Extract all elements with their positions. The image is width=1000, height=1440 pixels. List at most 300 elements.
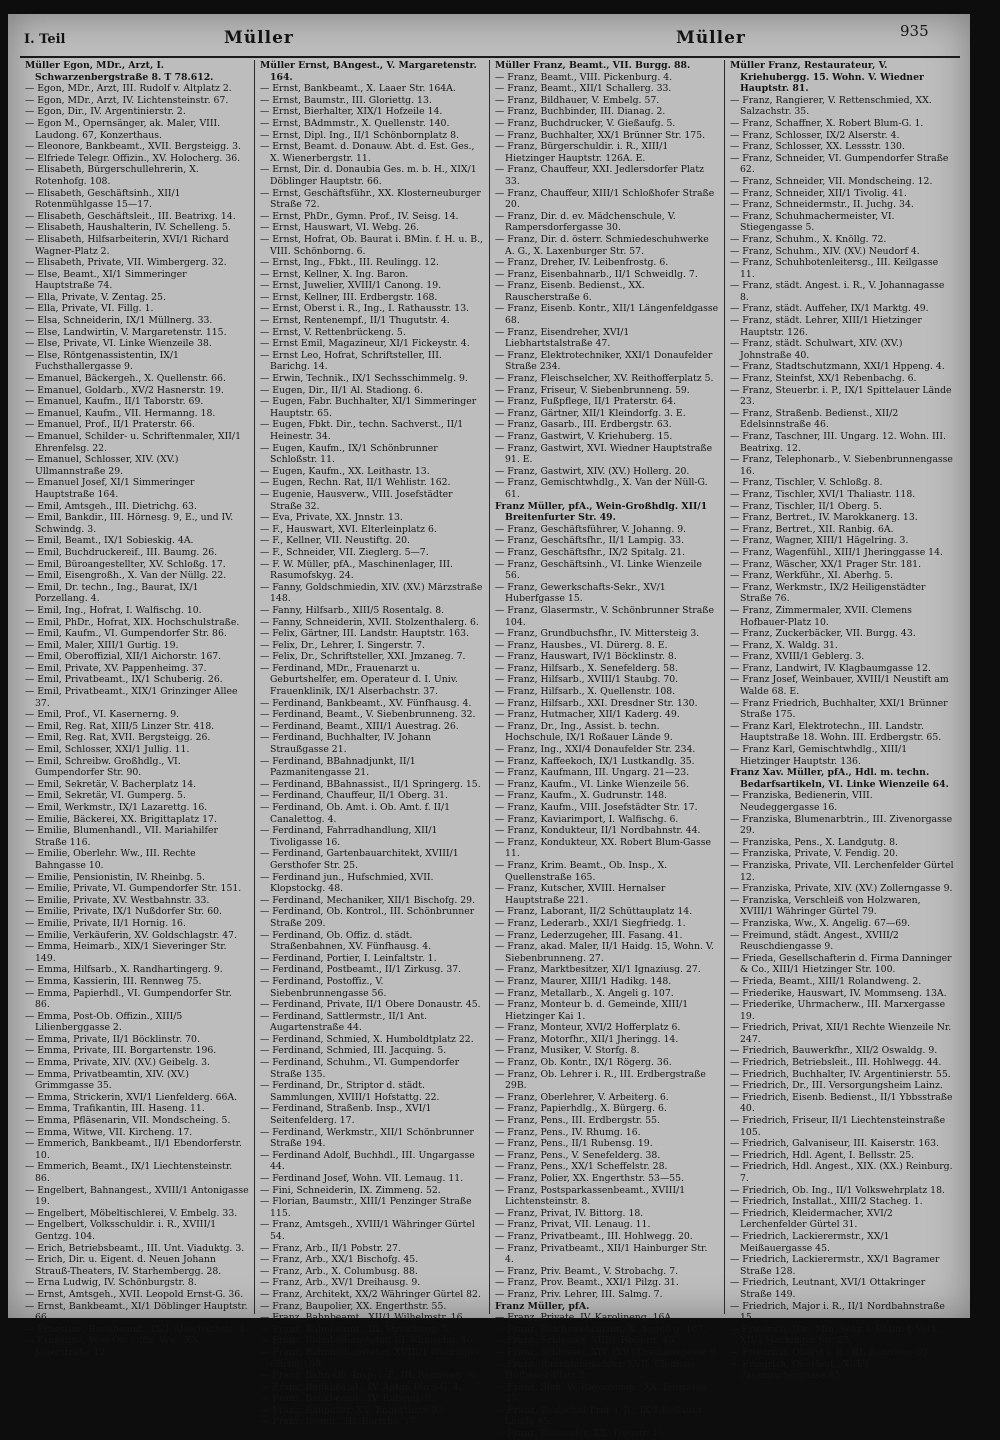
directory-entry: — Fini, Schneiderin, IX. Zimmeng. 52. — [260, 1184, 441, 1196]
directory-entry: — Franz, Papierhdlg., X. Bürgerg. 6. — [495, 1103, 667, 1115]
directory-entry: — Friedrich, Friseur, II/1 Liechtensteinstraße 105. — [730, 1115, 946, 1138]
directory-entry: — Franz, Gastwirt, V. Kriehuberg. 15. — [495, 431, 673, 442]
directory-entry: — Engelbert, Bahnangest., XVIII/1 Antonigasse 19. — [25, 1184, 249, 1208]
directory-entry: — Friedrich, Dr., III. Versorgungsheim Lainz. — [730, 1080, 943, 1092]
directory-entry: — Emma, Post-Ob. Offizin., XIII/5 Lilienberggasse 2. — [25, 1010, 183, 1034]
directory-entry: — Franz, Arb., XX/1 Bischofg. 45. — [260, 1254, 419, 1266]
directory-entry: — Emilie, Pensionistin, IV. Rheinbg. 5. — [25, 871, 205, 883]
directory-entry: — Ernst, Kellner, X. Ing. Baron. — [260, 268, 409, 280]
directory-entry: — Ferdinand, Portier, I. Leinfaltstr. 1. — [260, 952, 437, 964]
directory-entry: — Emanuel Josef, XI/1 Simmeringer Hauptstraße 164. — [25, 477, 195, 500]
directory-entry: — Franz, Pens., II/1 Rubensg. 19. — [495, 1138, 653, 1150]
directory-entry: — Elisabeth, Hilfsarbeiterin, XVI/1 Richard Wagner-Platz 2. — [25, 233, 229, 257]
directory-entry: — Friederike, Uhrmacherw., III. Marxergasse 19. — [730, 999, 946, 1022]
directory-entry: — Franz, Amtsgeh., XVIII/1 Währinger Gürtel 54. — [260, 1219, 475, 1242]
directory-entry: — Fanny, Schneiderin, XVII. Stolzenthalerg. 6. — [260, 616, 479, 628]
directory-entry: — Erwin, Technik., IX/1 Sechsschimmelg. 9. — [260, 373, 468, 385]
directory-entry: — Ernst, Dipl. Ing., II/1 Schönbornplatz 8. — [260, 129, 460, 141]
directory-entry: — F. W. Müller, pfA., Maschinenlager, III. Rasumofskyg. 24. — [260, 558, 454, 582]
directory-entry: — Friedrich, Oberleut., XIII/1 Fasangartengasse 85. — [730, 1358, 870, 1382]
directory-entry: — Franz, Arb., XV/1 Dreihausg. 9. — [260, 1277, 421, 1289]
directory-entry: — F., Hauswart, XVI. Elterleinplatz 6. — [260, 523, 437, 535]
directory-entry: — Emil, PhDr., Hofrat, XIX. Hochschulstraße. — [25, 616, 240, 628]
directory-entry: — Ernst, Baumstr., III. Gloriettg. 13. — [260, 94, 432, 106]
directory-entry: — Franz, Schuhbotenleitersg., III. Keilgasse 11. — [730, 257, 939, 280]
directory-entry: — Franz, Buchhalter, XX/1 Brünner Str. 175. — [495, 129, 706, 141]
directory-entry: — Emma, Kassierin, III. Rennweg 75. — [25, 975, 202, 987]
directory-entry: — Emma, Trafikantin, III. Haseng. 11. — [25, 1103, 205, 1115]
directory-entry: — Ernst, Amtsgeh., XVII. Leopold Ernst-G. 36. — [25, 1288, 244, 1300]
directory-entry: Müller Franz, Restaurateur, V. Kriehubergg. 15. Wohn. V. Wiedner Hauptstr. 81. — [730, 60, 924, 95]
directory-entry: — Elfriede Telegr. Offizin., XV. Holocherg. 36. — [25, 152, 241, 164]
directory-entry: — Franz, akad. Maler, II/1 Haidg. 15, Wohn. V. Siebenbrunneng. 27. — [495, 941, 714, 964]
directory-entry: — Franziska, Private, VII. Lerchenfelder Gürtel 12. — [730, 859, 954, 883]
directory-entry: — Franz, Eisenb. Kontr., XII/1 Längenfeldgasse 68. — [495, 303, 719, 327]
directory-entry: — Friedrich, Hdl. Angest., XIX. (XX.) Reinburg. 7. — [730, 1161, 953, 1184]
directory-entry: — Emil, Eisengroßh., X. Van der Nüllg. 22. — [25, 570, 227, 582]
directory-entry: — Emil, Sekretär, V. Bacherplatz 14. — [25, 778, 197, 790]
directory-entry: — Franz, Elektrotechniker, XXI/1 Donaufelder Straße 234. — [495, 349, 713, 373]
directory-entry: — Ella, Private, V. Zentag. 25. — [25, 291, 166, 303]
directory-entry: — Franz, Bertret., IV. Marokkanerg. 13. — [730, 512, 918, 524]
directory-entry: — Emilie, Blumenhandl., VII. Mariahilfer Straße 116. — [25, 825, 218, 848]
directory-entry: — Eugen, Fabr. Buchhalter, XI/1 Simmeringer Hauptstr. 65. — [260, 396, 477, 419]
directory-entry: — Egon, MDr., Arzt, III. Rudolf v. Altplatz 2. — [25, 83, 232, 95]
directory-entry: — Emma, Private, III. Borgartenstr. 196. — [25, 1045, 217, 1057]
directory-entry: — Franz, Dr., Ing., Assist. b. techn. Hochschule, IX/1 Roßauer Lände 9. — [495, 720, 673, 744]
directory-entry: — Franz, Geschäftsführer, V. Johanng. 9. — [495, 523, 687, 535]
directory-entry: — Emanuel, Schilder- u. Schriftenmaler, XII/1 Ehrenfelsg. 22. — [25, 431, 241, 454]
directory-entry: — Elisabeth, Geschäftsleit., III. Beatrixg. 14. — [25, 210, 236, 222]
directory-entry: — Ernst, PhDr., Gymn. Prof., IV. Seisg. 14. — [260, 210, 459, 222]
directory-entry: — Eugen, Kaufm., XX. Leithastr. 13. — [260, 465, 430, 477]
directory-entry: — Freimund, städt. Angest., XVIII/2 Reuschdiengasse 9. — [730, 929, 899, 953]
directory-entry: — Friedrich, Betriebsleit., III. Hohlwegg. 44. — [730, 1057, 942, 1069]
directory-entry: — Friedrich, Hdl. Agent, I. Bellsstr. 25. — [730, 1149, 915, 1161]
directory-entry: — Franz, Laborant, II/2 Schüttauplatz 14. — [495, 906, 693, 918]
directory-entry: — Friedrich, Oberst i. R., III. Rennweg 89. — [730, 1346, 931, 1358]
directory-entry: — Franz, Glasermstr., V. Schönbrunner Straße 104. — [495, 604, 714, 628]
directory-entry: — Eleonore, Bankbeamt., XVII. Bergsteigg. 3. — [25, 141, 241, 153]
directory-entry: — Emil, Sekretär, VI. Gumperg. 5. — [25, 790, 186, 802]
directory-entry: — Ferdinand Josef, Wohn. VII. Lemaug. 11. — [260, 1173, 464, 1184]
directory-entry: — Franz, Steuerbr. i. P., IX/1 Spittelauer Lände 23. — [730, 384, 952, 408]
directory-entry: — Franz, Rangierer, V. Rettenschmied, XX. Salzachstr. 35. — [730, 94, 932, 118]
directory-entry: — Franz, Bahnbeamt., XII/1 Wilhelmstr. 16. — [260, 1312, 466, 1324]
directory-entry: — Friedrich, Bauwerkfhr., XII/2 Oswaldg. 9. — [730, 1045, 938, 1057]
directory-entry: — Emanuel, Kaufm., II/1 Taborstr. 69. — [25, 396, 204, 408]
directory-entry: — Franz, Beamt., III. Baricha. 17. — [260, 1416, 419, 1428]
directory-column-1 — [20, 60, 255, 1358]
directory-entry: — Franz, Schlosser, IX/2 Alserstr. 4. — [730, 129, 900, 141]
directory-entry: — Ernst, Rentenempf., II/1 Thugutstr. 4. — [260, 315, 450, 327]
directory-entry: — Friedrich, Lackierermstr., XX/1 Bagramer Straße 128. — [730, 1254, 940, 1277]
directory-entry: Franz Xav. Müller, pfA., Hdl. m. techn. Bedarfsartikeln, VI. Linke Wienzeile 64. — [730, 767, 949, 790]
directory-entry: — Franz, Dir. d. ev. Mädchenschule, V. Rampersdorfergasse 30. — [495, 210, 676, 234]
directory-entry: — Ferdinand, Werkmstr., XII/1 Schönbrunner Straße 194. — [260, 1126, 474, 1150]
directory-entry: — Emilie, Bäckerei, XX. Brigittaplatz 17. — [25, 813, 217, 825]
directory-entry: — Else, Röntgenassistentin, IX/1 Fuchsthallergasse 9. — [25, 349, 179, 373]
directory-entry: — Franz, Schneider, VI. Gumpendorfer Straße 62. — [730, 152, 949, 176]
directory-entry: — Ferdinand, Bankbeamt., XV. Fünfhausg. 4. — [260, 697, 472, 709]
directory-entry: — Ernst, Hofrat, Ob. Baurat i. BMin. f. H. u. B., VIII. Schönborng. 6. — [260, 233, 483, 257]
directory-entry: — Franz, Private, IV. Karolineng. 16A. — [495, 1312, 675, 1324]
directory-entry: — Franziska, Blumenarbtrin., III. Zivenorgasse 29. — [730, 813, 953, 837]
directory-entry: — Eugen, Rechn. Rat, II/1 Wehlistr. 162. — [260, 477, 451, 489]
directory-entry: — Franz, Polier, XX. Engerthstr. 53—55. — [495, 1173, 685, 1184]
directory-entry: — Franz, städt. Lehrer, XIII/1 Hietzinger Hauptstr. 126. — [730, 315, 922, 338]
directory-entry: — Emma, Papierhdl., VI. Gumpendorfer Str. 86. — [25, 987, 232, 1011]
directory-entry: — Franz, Zuckerbäcker, VII. Burgg. 43. — [730, 628, 916, 640]
directory-entry: — Franz, Marktbesitzer, XI/1 Ignaziusg. 27. — [495, 964, 701, 976]
directory-entry: — Franz, XVIII/1 Geblerg. 3. — [730, 651, 865, 663]
directory-entry: — Franz, Bertret., XII. Ranbig. 6A. — [730, 523, 894, 535]
directory-entry: — Franz, Baupolier, XX. Engerthstr. 93. — [260, 1404, 447, 1416]
directory-entry: — Franz, Werkführ., XI. Aberhg. 5. — [730, 570, 894, 582]
directory-entry: — Franz, Beamt., VIII. Pickenburg. 4. — [495, 71, 673, 83]
directory-entry: — Franz, Arb., II/1 Pobstr. 27. — [260, 1242, 401, 1254]
directory-entry: — Ernst Leo, Hofrat, Schriftsteller, III. Barichg. 14. — [260, 349, 442, 373]
directory-entry: — Friedrich, Kleidermacher, XVI/2 Lerchenfelder Gürtel 31. — [730, 1207, 893, 1231]
directory-entry: — Friederike, Hauswart, IV. Mommseng. 13A. — [730, 987, 947, 999]
directory-entry: — Franz, Schlosser, XX. Lessstr. 130. — [730, 141, 905, 153]
directory-entry: — Franz, Schuhmachermeister, VI. Stiegengasse 5. — [730, 210, 895, 234]
directory-entry: — Franz, Kondukteur, II/1 Nordbahnstr. 44. — [495, 825, 701, 837]
directory-entry: — Ernst, Oberst i. R., Ing., I. Rathausstr. 13. — [260, 303, 470, 315]
directory-entry: — Franz, Musiker, V. Storfg. 8. — [495, 1045, 640, 1057]
directory-entry: — Ferdinand jun., Hufschmied, XVII. Klopstockg. 48. — [260, 871, 434, 895]
directory-entry: — Franz, Kaufm., VI. Linke Wienzeile 56. — [495, 778, 690, 790]
directory-entry: — Franz, Kaviarimport, I. Walfischg. 6. — [495, 813, 679, 825]
directory-entry: — Ernst, Geschäftsführ., XX. Klosterneuburger Straße 72. — [260, 187, 481, 211]
directory-entry: — Emanuel, Bäckergeh., X. Quellenstr. 66. — [25, 373, 226, 385]
directory-entry: — Franz, Hilfsarb., XVIII/1 Staubg. 70. — [495, 674, 679, 686]
directory-entry: — Florian, Baumstr., XIII/1 Penzinger Straße 115. — [260, 1196, 472, 1219]
directory-entry: — Franz, Straßenb. Bedienst., XII/2 Edelsinnstraße 46. — [730, 407, 899, 431]
directory-entry: — Franz, Reisender, XX. Treustr. 15. — [495, 1428, 667, 1440]
directory-entry: — Ferdinand, MDr., Frauenarzt u. Geburtshelfer, em. Operateur d. I. Univ. Frauenklinik, IX/1 Alserbachstr. 37. — [260, 662, 458, 698]
directory-entry: — Ferdinand, Gartenbauarchitekt, XVIII/1 Gersthofer Str. 25. — [260, 848, 459, 871]
directory-entry: — Ferdinand, Schuhm., VI. Gumpendorfer Straße 135. — [260, 1057, 460, 1080]
directory-entry: — Franz, Lederarb., XXI/1 Siegfriedg. 1. — [495, 917, 686, 929]
directory-entry: — Emanuel, Schlosser, XIV. (XV.) Ullmannstraße 29. — [25, 454, 179, 477]
directory-entry: — Franziska, Bedienerin, VIII. Neudeggergasse 16. — [730, 790, 873, 813]
directory-entry: — Franz, Pens., XX/1 Scheffelstr. 28. — [495, 1161, 668, 1173]
directory-entry: — Friedrich, Buchhalter, IV. Argentinierstr. 55. — [730, 1068, 951, 1080]
directory-entry: — Eugen, Kaufm., IX/1 Schönbrunner Schloßstr. 11. — [260, 442, 438, 466]
directory-entry: — Franz, Dir. d. österr. Schmiedeschuhwerke A. G., X. Laxenburger Str. 57. — [495, 233, 709, 257]
directory-entry: — Franz Karl, Elektrotechn., III. Landstr. Hauptstraße 18. Wohn. III. Erdbergstr. 65. — [730, 720, 942, 744]
directory-entry: — Franz Karl, Gemischtwhdlg., XIII/1 Hietzinger Hauptstr. 136. — [730, 744, 908, 767]
directory-entry: — Emma, Witwe, VII. Kircheng. 17. — [25, 1126, 193, 1138]
directory-entry: — Ernst, Juwelier, XVIII/1 Canong. 19. — [260, 280, 442, 292]
directory-entry: — Ferdinand, Fahrradhandlung, XII/1 Tivoligasse 16. — [260, 825, 438, 848]
directory-entry: — Emma, Heimarb., XIX/1 Sieveringer Str. 149. — [25, 941, 227, 964]
directory-entry: — Emil, Oberoffizial, XII/1 Aichorstr. 167. — [25, 651, 222, 663]
directory-entry: — Emilie, Private, II/1 Hornig. 16. — [25, 917, 186, 929]
directory-entry: — Emma, Private, XIV. (XV.) Geibelg. 3. — [25, 1057, 210, 1069]
directory-entry: — Franz, Monteur, XVI/2 Hofferplatz 6. — [495, 1022, 681, 1034]
directory-entry: — Eugenie, Hausverw., VIII. Josefstädter Straße 32. — [260, 488, 453, 512]
directory-entry: — Franz, Telephonarb., V. Siebenbrunnengasse 16. — [730, 454, 953, 477]
page-number: 935 — [900, 22, 929, 40]
directory-entry: — Franz, Gastwirt, XIV. (XV.) Hollerg. 20. — [495, 465, 690, 477]
directory-entry: — Ferdinand, Dr., Striptor d. städt. Sammlungen, XVIII/1 Hofstattg. 22. — [260, 1080, 440, 1103]
directory-entry: — Emma, Privatbeamtin, XIV. (XV.) Grimmgasse 35. — [25, 1068, 189, 1092]
directory-entry: Franz Müller, pfA. — [495, 1300, 590, 1312]
directory-columns — [20, 60, 960, 1440]
header-rule — [20, 56, 960, 58]
directory-entry: — Franz, Ing., XXI/4 Donaufelder Str. 234. — [495, 744, 696, 756]
directory-entry: — Emmerich, Beamt., IX/1 Liechtensteinstr. 86. — [25, 1161, 233, 1184]
directory-entry: — Franz, Schlosser, XIII/1 Hollerg. 45. — [495, 1335, 677, 1347]
directory-entry: — Franz, Hilfsarb., X. Senefelderg. 58. — [495, 662, 678, 674]
directory-entry: — Ferdinand, Ob. Kontrol., III. Schönbrunner Straße 209. — [260, 906, 475, 929]
directory-entry: — Emil, Werkmstr., IX/1 Lazarettg. 16. — [25, 802, 208, 813]
directory-entry: — Franz, Priv. Beamt., V. Strobachg. 7. — [495, 1265, 679, 1277]
directory-entry: — Ferdinand, Ob. Offiz. d. städt. Straßenbahnen, XV. Fünfhausg. 4. — [260, 929, 432, 953]
directory-entry: Franz Müller, pfA., Wein-Großhdlg. XII/1 Breitenfurter Str. 49. — [495, 500, 708, 524]
directory-entry: — Franz, Wagenfühl., XIII/1 Jheringgasse 14. — [730, 546, 943, 558]
directory-entry: — Ferdinand, Mechaniker, XII/1 Bischofg. 29. — [260, 894, 476, 906]
directory-entry: — Elisabeth, Haushalterin, IV. Schelleng. 5. — [25, 222, 231, 234]
directory-entry: — Franz, Kondukteur, XX. Robert Blum-Gasse 11. — [495, 836, 711, 860]
directory-entry: — Franz, Hauswart, IV/1 Böcklinstr. 8. — [495, 651, 677, 663]
directory-entry: — Emmerich, Bankbeamt., II/1 Ebendorferstr. 10. — [25, 1138, 242, 1161]
directory-entry: — Ernst Emil, Magazineur, XI/1 Fickeystr. 4. — [260, 338, 470, 350]
directory-entry: — Felix, Dr., Schriftsteller, XXI. Jmzaneg. 7. — [260, 651, 466, 663]
directory-entry: — Ferdinand, Beamt., V. Siebenbrunneng. 32. — [260, 709, 476, 721]
directory-entry: — Ferdinand, BBahnadjunkt, II/1 Pazmanitengasse 21. — [260, 755, 416, 779]
directory-entry: — Eva, Private, XX. Jnnstr. 13. — [260, 512, 403, 524]
directory-entry: — Franz, Gärtner, XII/1 Kleindorfg. 3. E. — [495, 407, 686, 419]
directory-entry: — Emil, Private, XV. Pappenheimg. 37. — [25, 662, 207, 674]
directory-entry: — Franz, Bahnbediensteter, XVIII/1 Währinger Gürtel 160. — [260, 1346, 481, 1370]
directory-entry: — Franz, Ob. Lehrer i. R., III. Erdbergstraße 29B. — [495, 1068, 706, 1092]
directory-entry: — Franz, Kaufmann, III. Ungarg. 21—23. — [495, 767, 690, 779]
directory-entry: — Franz, Privat, VII. Lenaug. 11. — [495, 1219, 651, 1231]
directory-entry: — Ferdinand, Schmied, X. Humboldtplatz 22. — [260, 1033, 474, 1045]
directory-entry: — Ferdinand, Postoffiz., V. Siebenbrunnengasse 56. — [260, 975, 387, 999]
directory-entry: — Ernst, Dir. d. Donaubia Ges. m. b. H., XIX/1 Döblinger Hauptstr. 66. — [260, 164, 477, 187]
directory-entry: — Friedrich, Lackierermstr., XX/1 Meißauergasse 45. — [730, 1230, 890, 1254]
directory-entry: — Erich, Dir. u. Eigent. d. Neuen Johann Strauß-Theaters, IV. Starhembergg. 28. — [25, 1254, 222, 1277]
directory-entry: — Ernst, Hauswart, VI. Webg. 26. — [260, 222, 420, 234]
directory-entry: — Franz, Chauffeur, XXI. Jedlersdorfer Platz 33. — [495, 164, 704, 187]
directory-entry: — Ella, Private, VI. Fillg. 1. — [25, 303, 154, 315]
directory-entry: — Friedrich, Installat., XIII/2 Stacheg. 1. — [730, 1196, 923, 1208]
directory-entry: — Frieda, Beamt., XIII/1 Rolandweng. 2. — [730, 975, 922, 987]
directory-entry: — Franz, Geschäftsfhr., II/1 Lampig. 33. — [495, 535, 685, 547]
directory-entry: — Franz, Krim. Beamt., Ob. Insp., X. Quellenstraße 165. — [495, 859, 668, 883]
directory-page — [8, 14, 970, 1440]
directory-entry: — Fanny, Hilfsarb., XIII/5 Rosentalg. 8. — [260, 604, 445, 616]
directory-column-3 — [490, 60, 725, 1440]
directory-entry: — Franz, Bürgerschuldir. i. R., XIII/1 Hietzinger Hauptstr. 126A. E. — [495, 141, 669, 164]
directory-entry: — Friedrich, Ob. Ing., II/1 Volkswehrplatz 18. — [730, 1184, 945, 1196]
directory-entry: — Franz, Bankbeamt., IV. Anton Burg-G. 4. — [260, 1381, 462, 1393]
directory-entry: — Franz, Priv. Lehrer, III. Salmg. 7. — [495, 1288, 663, 1300]
directory-entry: — Franz, Kaffeekoch, IX/1 Lustkandlg. 35. — [495, 755, 695, 767]
directory-entry: — Emma, Private, II/1 Böcklinstr. 70. — [25, 1033, 200, 1045]
directory-entry: — Emil, Maler, XIII/1 Gurtig. 19. — [25, 639, 179, 651]
directory-entry: — Franz, Kaufm., VIII. Josefstädter Str. 17. — [495, 802, 698, 813]
directory-entry: — Franz, Wäscher, XX/1 Prager Str. 181. — [730, 558, 922, 570]
directory-entry: — Franziska, Pens., X. Landgutg. 8. — [730, 836, 898, 848]
directory-entry: — Ferdinand, Buchhalter, IV. Johann Straußgasse 21. — [260, 732, 432, 756]
directory-entry: — Franz, Schneidermstr., II. Juchg. 34. — [730, 199, 914, 211]
directory-entry: — Emanuel, Kaufm., VII. Hermanng. 18. — [25, 407, 216, 419]
directory-entry: — Felix, Dr., Lehrer, I. Singerstr. 7. — [260, 639, 426, 651]
directory-entry: — Franz, Eisenb. Bedienst., XX. Rauscherstraße 6. — [495, 280, 645, 303]
directory-entry: — Emil, Amtsgeh., III. Dietrichg. 63. — [25, 500, 197, 512]
directory-entry: — Emil, Schreibw. Großhdlg., VI. Gumpendorfer Str. 90. — [25, 755, 181, 779]
directory-entry: — Friedrich, Leutnant, XVI/1 Ottakringer Straße 149. — [730, 1277, 926, 1300]
directory-entry: — Fanny, Goldschmiedin, XIV. (XV.) Märzstraße 148. — [260, 581, 483, 605]
directory-entry: — Emil, Dr. techn., Ing., Baurat, IX/1 Porzellang. 4. — [25, 581, 199, 605]
directory-entry: — Franz, Kutscher, XVIII. Hernalser Hauptstraße 221. — [495, 883, 666, 906]
directory-entry: — Engelbert, Volksschuldir. i. R., XVIII/1 Gentzg. 104. — [25, 1219, 217, 1242]
directory-entry: — Franziska, Verschleiß von Holzwaren, XVIII/1 Währinger Gürtel 79. — [730, 894, 921, 918]
directory-entry: — Franz, Geschäftsfhr., IX/2 Spitalg. 21. — [495, 546, 686, 558]
directory-entry: — Ernestine, Post-Ob. Offiz. Ww., XX. Jägerstraße 12. — [25, 1335, 201, 1358]
directory-entry: — Emanuel, Prof., II/1 Praterstr. 66. — [25, 419, 195, 431]
directory-entry: — Franz, Steinfst, XX/1 Rebenbachg. 6. — [730, 373, 917, 385]
directory-entry: — Ernst, BAdmmstr., X. Quellenstr. 140. — [260, 117, 450, 129]
directory-entry: — Egon, MDr., Arzt, IV. Lichtensteinstr. 67. — [25, 94, 229, 106]
directory-entry: — Franz, Gemischtwhdlg., X. Van der Nüll-G. 61. — [495, 477, 708, 500]
directory-entry: — Franz, Schlosser, XIV. (XV.) Dreihausgasse 9. — [495, 1346, 719, 1358]
directory-entry: — Egon M., Opernsänger, ak. Maler, VIII. Laudong. 67, Konzerthaus. — [25, 117, 221, 141]
directory-entry: — Emil, Ing., Hofrat, I. Walfischg. 10. — [25, 604, 202, 616]
directory-entry: — Franz, Sich. W. Rayonsinsp., XX. Bergasse 25. — [495, 1381, 707, 1405]
directory-entry: Müller Egon, MDr., Arzt, I. Schwarzenbergstraße 8. T 78.612. — [25, 60, 214, 83]
directory-entry: — Franz, Buchdrucker, V. Gießaufg. 5. — [495, 117, 676, 129]
directory-entry: — Engelbert, Möbeltischlerei, V. Embelg. 33. — [25, 1207, 238, 1219]
directory-entry: — Franz, Stadtschutzmann, XXI/1 Hppeng. 4. — [730, 361, 945, 373]
directory-entry: — Emilie, Private, IX/1 Nußdorfer Str. 60. — [25, 906, 222, 918]
directory-entry: — Ernst, Beamt. d. Donauw. Abt. d. Est. Ges., X. Wienerbergstr. 11. — [260, 141, 475, 164]
directory-entry: — Franz, Rauchfangkehrer, XVII. Clemens Hofbauer-Platz 5. — [495, 1358, 696, 1382]
directory-entry: — Franziska, Private, V. Fendig. 20. — [730, 848, 899, 860]
directory-entry: — Elsa, Schneiderin, IX/1 Müllnerg. 33. — [25, 315, 213, 327]
directory-entry: — Franz, Pens., IV. Rhumg. 16. — [495, 1126, 641, 1138]
directory-entry: — Franz, Monteur b. d. Gemeinde, XIII/1 Hietzinger Kai 1. — [495, 999, 689, 1022]
directory-entry: — Emma, Pfläsenarin, VII. Mondscheing. 5. — [25, 1115, 231, 1127]
directory-entry: — Franz, Bildhauer, V. Embelg. 57. — [495, 94, 660, 106]
directory-entry: — Franz, Hutmacher, XII/1 Kaderg. 49. — [495, 709, 680, 721]
directory-entry: — Franz, städt. Auffeher, IX/1 Marktg. 49. — [730, 303, 929, 315]
directory-entry: — Franz, Metallarb., X. Angeli g. 107. — [495, 987, 674, 999]
directory-entry: — Emma, Strickerin, XVI/1 Lienfelderg. 66A. — [25, 1091, 238, 1103]
directory-entry: — Franz, Eisenbahnarb., II/1 Schweidlg. 7. — [495, 268, 698, 280]
directory-entry: — Franz, Grundbuchsfhr., IV. Mittersteig 3. — [495, 628, 700, 640]
left-running-heading: Müller — [224, 28, 294, 48]
directory-entry: — Elisabeth, Bürgerschullehrerin, X. Rotenhofg. 108. — [25, 164, 199, 187]
directory-entry: — Franz, Reichswehrmann, X. Angeli g. 107. — [495, 1323, 707, 1335]
directory-entry: — Ferdinand Adolf, Buchhdl., III. Ungargasse 44. — [260, 1149, 475, 1173]
directory-entry: — Ernst, Bierhalter, XIX/1 Hofzeile 14. — [260, 106, 443, 118]
directory-entry: — Franz, Gastwirt, XVI. Wiedner Hauptstraße 91. E. — [495, 442, 713, 466]
directory-entry: — Franz, Baupolier, XX. Engerthstr. 55. — [260, 1300, 447, 1312]
directory-entry: — Franz Friedrich, Buchhalter, XXI/1 Brünner Straße 175. — [730, 697, 948, 721]
directory-entry: — Ferdinand, Sattlermstr., II/1 Ant. Augartenstraße 44. — [260, 1010, 428, 1034]
directory-entry: — Friedrich, Eisenb. Bedienst., II/1 Ybbsstraße 40. — [730, 1091, 953, 1115]
directory-entry: — Ernst, Ing., Fbkt., III. Reulingg. 12. — [260, 257, 439, 269]
directory-entry: — Franz, Kaufm., X. Gudrunstr. 148. — [495, 790, 667, 802]
directory-entry: — Erich, Betriebsbeamt., III. Unt. Viaduktg. 3. — [25, 1242, 245, 1254]
directory-entry: — Franz, Privatbeamt., III. Hohlwegg. 20. — [495, 1230, 693, 1242]
directory-entry: — Franz, Schuhm., X. Knöllg. 72. — [730, 233, 887, 245]
directory-entry: — Ernst, Bankbeamt., X. Laaer Str. 164A. — [260, 83, 456, 95]
directory-entry: — Emilie, Private, XV. Westbahnstr. 33. — [25, 894, 210, 906]
directory-entry: — Franz, Pens., V. Senefelderg. 38. — [495, 1149, 661, 1161]
directory-entry: — Ferdinand, Postbeamt., II/1 Zirkusg. 37. — [260, 964, 462, 976]
directory-entry: — Franz, Bahnbeamt., III. Streicherg. 5. — [260, 1323, 451, 1335]
directory-entry: — Eugen, Dir., II/1 Al. Stadiong. 6. — [260, 384, 423, 396]
directory-column-2 — [255, 60, 490, 1428]
directory-entry: — Franz, Gasarb., III. Erdbergstr. 63. — [495, 419, 672, 431]
directory-entry: — Ernestine, Bankbeamt., IX/1 Alserbachstr. 3. — [25, 1323, 248, 1335]
directory-entry: — Franz, Bahn-Ob. Insp. i. P., III. Rennweg 96. — [260, 1370, 480, 1382]
directory-entry: — Emil, Schlosser, XXI/1 Jullig. 11. — [25, 744, 190, 756]
directory-entry: — Ferdinand, Beamt., XIII/1 Auestrag. 26. — [260, 720, 459, 732]
directory-entry: — Franz, Hilfsarb., XXI. Dresdner Str. 130. — [495, 697, 698, 709]
directory-entry: — Emil, Bankdir., III. Hörnesg. 9, E., und IV. Schwindg. 3. — [25, 512, 234, 535]
directory-entry: — Else, Landwirtin, V. Margaretenstr. 115. — [25, 326, 227, 338]
directory-entry: — Friedrich, Privat, XII/1 Rechte Wienzeile Nr. 247. — [730, 1022, 952, 1045]
directory-entry: — Emil, Buchdruckereif., III. Baumg. 26. — [25, 546, 218, 558]
directory-entry: — Emil, Privatbeamt., XIX/1 Grinzinger Allee 37. — [25, 686, 238, 709]
directory-entry: — Emil, Privatbeamt., IX/1 Schuberig. 26. — [25, 674, 223, 686]
directory-entry: — Franz, Maurer, XIII/1 Hadikg. 148. — [495, 975, 672, 987]
directory-entry: — Franz, Privatbeamt., XII/1 Hainburger Str. 4. — [495, 1242, 708, 1266]
directory-entry: — Ernst, V. Rettenbrückeng. 5. — [260, 326, 406, 338]
directory-entry: — Franz, Taschner, III. Ungarg. 12. Wohn. III. Beatrixg. 12. — [730, 431, 946, 454]
directory-entry: — Franz Josef, Weinbauer, XVIII/1 Neustift am Walde 68. E. — [730, 674, 949, 698]
directory-entry: — Emil, Beamt., IX/1 Sobieskig. 4A. — [25, 535, 194, 547]
directory-entry: — Franziska, Ww., X. Angelig. 67—69. — [730, 917, 911, 929]
directory-entry: — Emilie, Verkäuferin, XV. Goldschlagstr. 47. — [25, 929, 238, 941]
directory-entry: — Franz, Dreher, IV. Leibenfrostg. 6. — [495, 257, 669, 269]
directory-entry: — Franz, Schuhm., XIV. (XV.) Neudorf 4. — [730, 245, 920, 257]
directory-entry: — Else, Beamt., XI/1 Simmeringer Hauptstraße 74. — [25, 268, 187, 292]
directory-entry: — Franz, Gewerkschafts-Sekr., XV/1 Huberfgasse 15. — [495, 581, 666, 605]
directory-entry: — Ernst, Bankbeamt., XI/1 Döblinger Hauptstr. 66. — [25, 1300, 248, 1324]
directory-entry: — Franz, Fleischselcher, XV. Reithofferplatz 5. — [495, 373, 714, 385]
directory-entry: — Franziska, Private, XIV. (XV.) Zollerngasse 9. — [730, 883, 953, 895]
directory-entry: — Egon, Dir., IV. Argentinierstr. 2. — [25, 106, 186, 118]
directory-entry: — Emilie, Oberlehr. Ww., III. Rechte Bahngasse 10. — [25, 848, 196, 871]
directory-entry: — Emanuel, Goldarb., XV/2 Hasnerstr. 19. — [25, 384, 224, 396]
directory-entry: — Emilie, Private, VI. Gumpendorfer Str. 151. — [25, 883, 242, 895]
directory-entry: — Franz, Pens., III. Erdbergstr. 55. — [495, 1115, 661, 1127]
directory-entry: — Ferdinand, Ob. Amt. i. Ob. Amt. f. II/1 Canalettog. 4. — [260, 802, 451, 825]
page-header — [8, 14, 970, 54]
directory-entry: — Else, Private, VI. Linke Wienzeile 38. — [25, 338, 212, 350]
directory-entry: — Franz, Arb., X. Columbusg. 88. — [260, 1265, 418, 1277]
directory-entry: — Friedrich, JDr., Min. Sekr. i. BMin. f. Verk., XII/1 Hackinger Str. 25. — [730, 1323, 944, 1347]
directory-entry: — Franz, X. Waldg. 31. — [730, 639, 838, 651]
directory-entry: — Emil, Kaufm., VI. Gumpendorfer Str. 86. — [25, 628, 227, 640]
directory-entry: — Elisabeth, Private, VII. Wimbergerg. 32. — [25, 257, 227, 269]
directory-entry: — Erna Ludwig, IV. Schönburgstr. 8. — [25, 1277, 197, 1289]
directory-entry: — Franz, Wagner, XIII/1 Hägelring. 3. — [730, 535, 909, 547]
directory-entry: — Franz, Ob. Kontr., IX/1 Rögerg. 36. — [495, 1057, 672, 1069]
directory-entry: — Emil, Reg. Rat, XIII/5 Linzer Str. 418. — [25, 720, 215, 732]
directory-entry: — Frieda, Gesellschafterin d. Firma Danninger & Co., XIII/1 Hietzinger Str. 100. — [730, 952, 952, 976]
directory-entry: — Franz, Hilfsarb., X. Quellenstr. 108. — [495, 686, 676, 698]
